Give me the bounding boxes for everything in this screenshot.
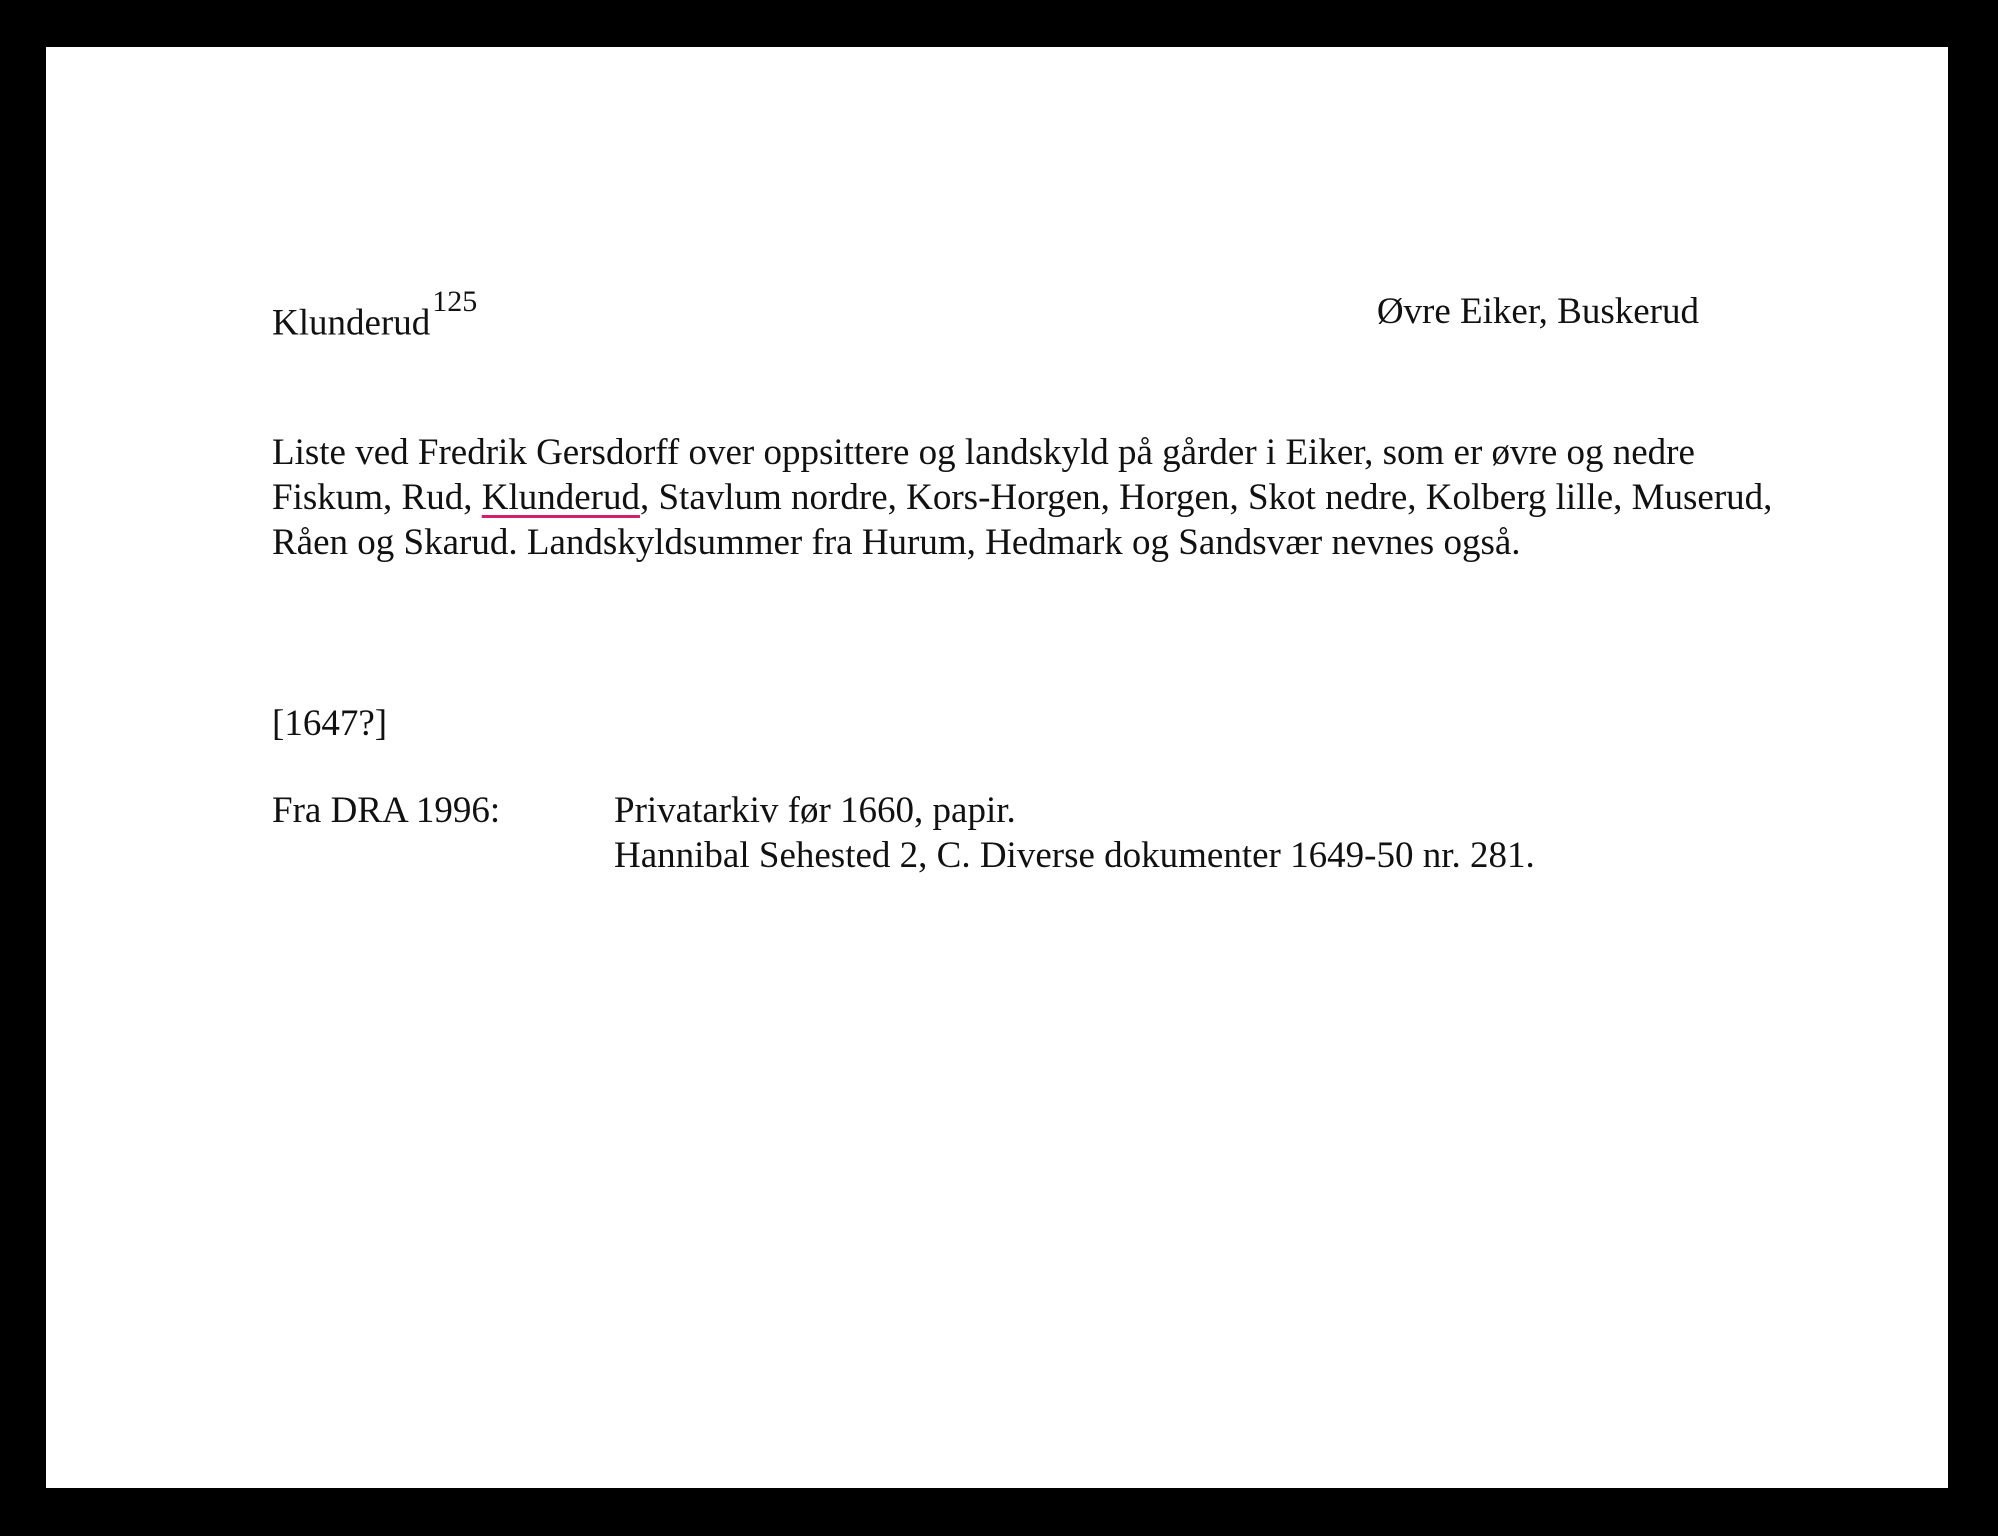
- source-line: Privatarkiv før 1660, papir.: [614, 790, 1016, 831]
- index-card: [46, 47, 1948, 1488]
- description-after: , Stavlum nordre, Kors-Horgen, Horgen, Skot nedre, Kolberg lille, Muserud, Råen og Skarud. Landskyldsummer fra Hurum, Hedmark og Sandsvær nevnes også.: [272, 477, 1773, 563]
- source-label: Fra DRA 1996:: [272, 790, 501, 831]
- description-before: Liste ved Fredrik Gersdorff over oppsittere og landskyld på gårder i Eiker, som er øvre og nedre Fiskum, Rud,: [272, 432, 1695, 518]
- card-title: [272, 285, 478, 345]
- source-line: Hannibal Sehested 2, C. Diverse dokumenter 1649-50 nr. 281.: [614, 835, 1535, 876]
- title-footnote: 125: [432, 285, 478, 318]
- highlighted-farm-name: Klunderud: [481, 477, 640, 518]
- description-paragraph: [272, 430, 1782, 565]
- title-text: Klunderud: [272, 302, 431, 344]
- location-label: Øvre Eiker, Buskerud: [1376, 291, 1699, 332]
- date-label: [1647?]: [272, 703, 388, 744]
